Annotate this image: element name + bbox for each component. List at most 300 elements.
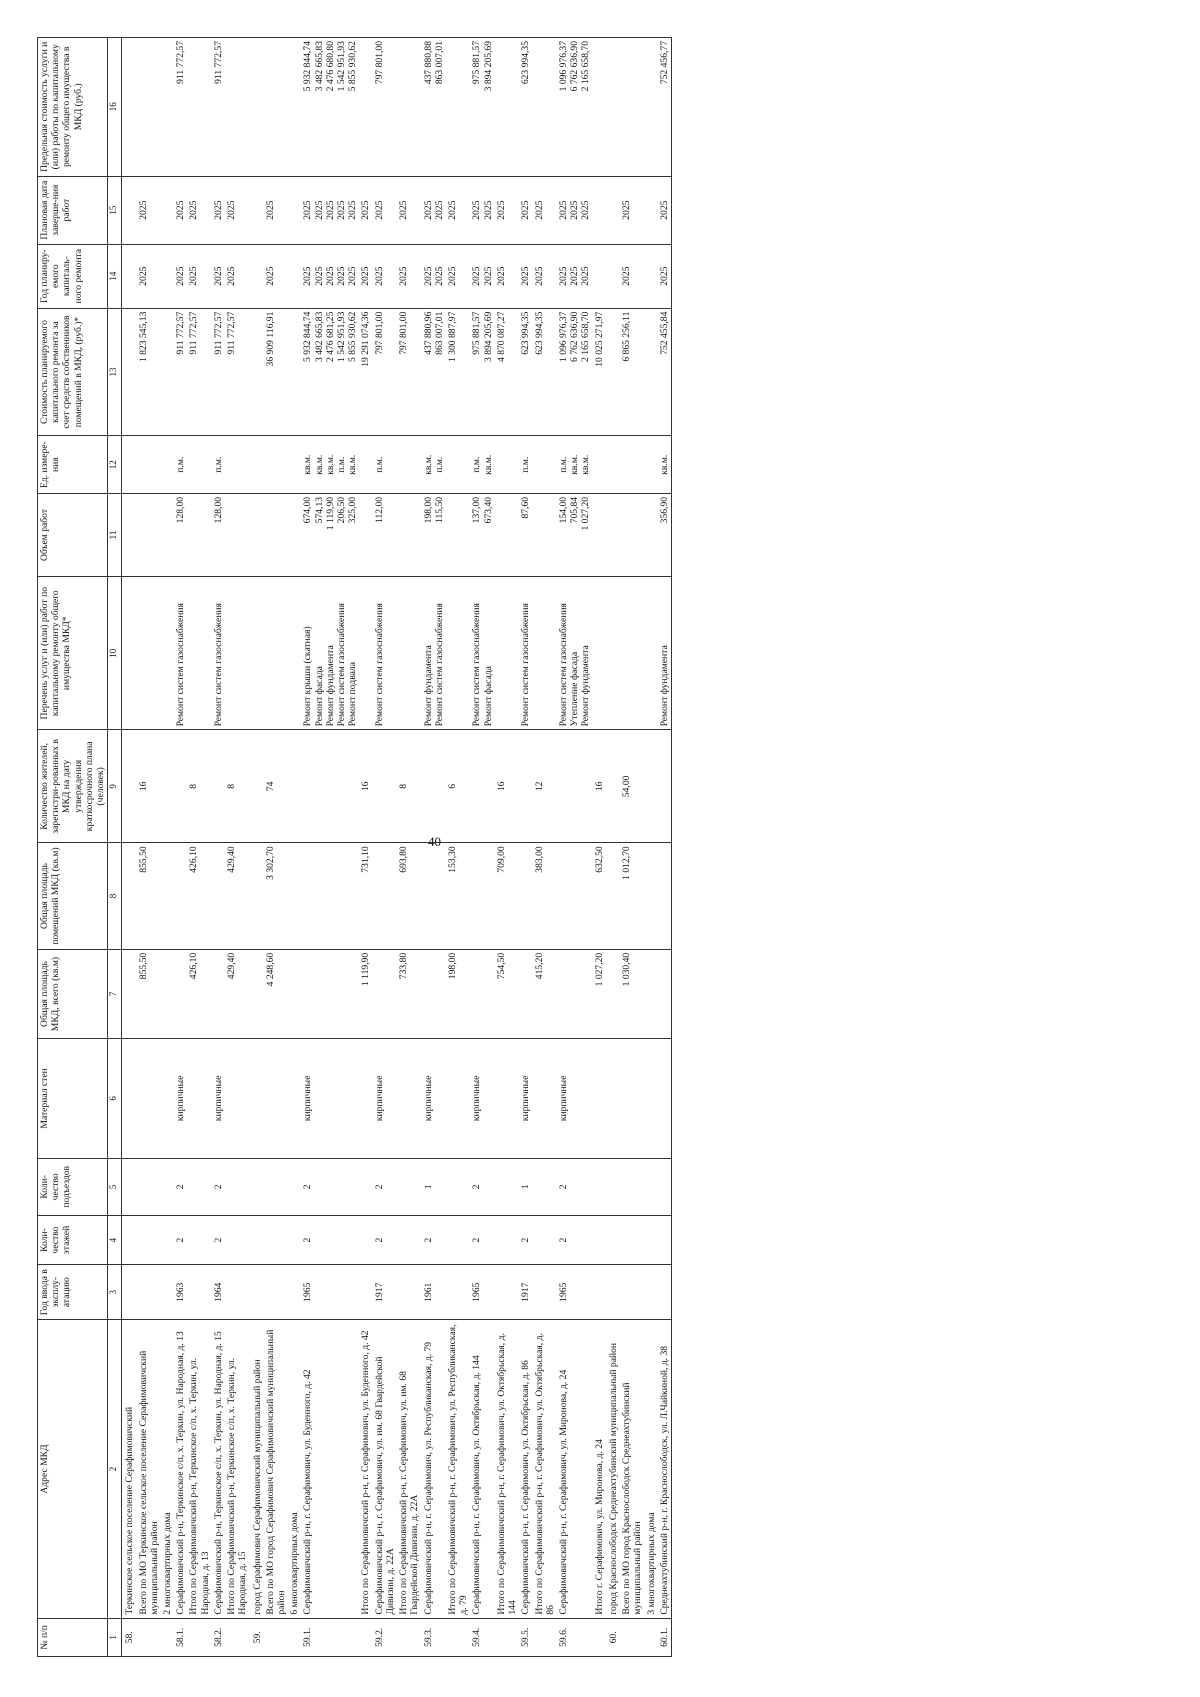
work-volume [212,493,225,576]
volume-value: 154,00 [557,496,569,524]
volume-value: 137,00 [471,496,483,524]
repair-year: 2025 [397,244,421,308]
row-number [225,1618,249,1656]
work-volume [250,493,264,576]
entrance-count: 2 [301,1158,359,1216]
cost [557,308,593,436]
entrance-count [593,1158,606,1216]
repair-year: 2025 [187,244,211,308]
limit-cost [212,38,225,177]
works-list [122,577,137,730]
total-area [288,949,301,1038]
floor-count [606,1216,620,1265]
row-number: 59.3. [422,1618,446,1656]
rooms-area [212,843,225,950]
column-number-row [108,38,122,1657]
unit-value: п.м. [471,456,483,473]
unit [359,436,372,494]
works-list [225,577,249,730]
column-number-2: 2 [108,1320,122,1618]
table-row [606,38,620,1657]
limit-cost [161,38,174,177]
cost: 4 870 087,27 [495,308,519,436]
works-list [161,577,174,730]
floor-count [250,1216,264,1265]
column-header-6: Материал стен [38,1039,108,1158]
end-value: 2025 [520,200,532,220]
limit-cost [250,38,264,177]
column-header-3: Год ввода в эксплу-атацию [38,1265,108,1320]
cost-value: 2 476 681,25 [324,311,336,362]
total-area [658,949,672,1038]
entrance-count [533,1158,557,1216]
year-built: 1917 [373,1265,397,1320]
total-area: 4 248,60 [264,949,288,1038]
rooms-area: 855,50 [137,843,161,950]
planned-end-date: 2025 [620,176,644,244]
work-volume [373,493,397,576]
wall-material: кирпичные [470,1039,494,1158]
column-number-15: 15 [108,176,122,244]
rooms-area [122,843,137,950]
repair-year [373,244,397,308]
total-area [606,949,620,1038]
entrance-count: 2 [470,1158,494,1216]
volume-value: 674,00 [302,496,314,524]
column-number-13: 13 [108,308,122,436]
year-built: 1965 [470,1265,494,1320]
residents: 8 [187,730,211,843]
year-built [250,1265,264,1320]
table-row [658,38,672,1657]
cost: 623 994,35 [533,308,557,436]
entrance-count [658,1158,672,1216]
year-value: 2025 [557,266,569,286]
rooms-area [250,843,264,950]
limit-cost [645,38,658,177]
work-volume [359,493,372,576]
total-area: 1 027,20 [593,949,606,1038]
planned-end-date [557,176,593,244]
end-value: 2025 [471,200,483,220]
work-item: Ремонт подвала [347,662,359,727]
year-value: 2025 [212,266,224,286]
works-list [250,577,264,730]
works-list [519,577,532,730]
residents [301,730,359,843]
column-number-9: 9 [108,730,122,843]
row-number [359,1618,372,1656]
limit-cost [288,38,301,177]
cost [301,308,359,436]
volume-value: 87,60 [520,496,532,519]
entrance-count [397,1158,421,1216]
row-address: Серафимовичский р-н, г. Серафимович, ул. им. 68 Гвардейской Дивизии, д. 22А [373,1320,397,1618]
limit-value: 752 456,77 [658,41,670,85]
table-row [301,38,359,1657]
table-row [422,38,446,1657]
total-area [301,949,359,1038]
wall-material: кирпичные [557,1039,593,1158]
wall-material: кирпичные [422,1039,446,1158]
rooms-area: 693,80 [397,843,421,950]
row-number: 60.1. [658,1618,672,1656]
planned-end-date [161,176,174,244]
total-area: 754,50 [495,949,519,1038]
row-address: Итого по Серафимовичский р-н, г. Серафимович, ул. Октябрьская, д. 144 [495,1320,519,1618]
column-header-5: Коли-чество подъездов [38,1158,108,1216]
cost: 19 291 074,36 [359,308,372,436]
cost [161,308,174,436]
row-number: 59. [250,1618,264,1656]
wall-material [620,1039,644,1158]
floor-count [446,1216,470,1265]
rooms-area [174,843,187,950]
end-value: 2025 [212,200,224,220]
column-header-11: Объем работ [38,493,108,576]
floor-count [593,1216,606,1265]
work-item: Ремонт систем газоснабжения [373,603,385,727]
unit-value: п.м. [520,456,532,473]
entrance-count [288,1158,301,1216]
cost [288,308,301,436]
unit-value: п.м. [175,456,187,473]
works-list [446,577,470,730]
planned-end-date: 2025 [397,176,421,244]
floor-count: 2 [174,1216,187,1265]
table-row [495,38,519,1657]
unit [519,436,532,494]
residents: 12 [533,730,557,843]
repair-year [174,244,187,308]
year-built: 1965 [301,1265,359,1320]
entrance-count [446,1158,470,1216]
works-list [620,577,644,730]
limit-cost [397,38,421,177]
work-volume [301,493,359,576]
wall-material [359,1039,372,1158]
rooms-area [373,843,397,950]
total-area [645,949,658,1038]
repair-year [658,244,672,308]
work-volume [533,493,557,576]
row-address: город Краснослободск Среднеахтубинский муниципальный район [606,1320,620,1618]
planned-end-date [606,176,620,244]
limit-value: 6 762 636,90 [569,41,581,92]
volume-value: 128,00 [212,496,224,524]
unit [137,436,161,494]
unit [620,436,644,494]
unit [593,436,606,494]
work-volume [606,493,620,576]
wall-material [137,1039,161,1158]
year-built: 1917 [519,1265,532,1320]
cost: 1 300 887,97 [446,308,470,436]
works-list [187,577,211,730]
row-address: город Серафимович Серафимовичский муниципальный район [250,1320,264,1618]
repair-year [557,244,593,308]
row-address: Всего по МО Теркинское сельское поселение Серафимовичский муниципальный район [137,1320,161,1618]
row-number: 60. [606,1618,620,1656]
planned-end-date: 2025 [446,176,470,244]
repair-year [422,244,446,308]
residents [212,730,225,843]
planned-end-date [122,176,137,244]
year-value: 2025 [175,266,187,286]
row-address: Серафимовичский р-н, г. Серафимович, ул. Октябрьская, д. 86 [519,1320,532,1618]
table-row [288,38,301,1657]
column-number-3: 3 [108,1265,122,1320]
row-number: 59.5. [519,1618,532,1656]
entrance-count: 2 [212,1158,225,1216]
year-built [593,1265,606,1320]
rooms-area [470,843,494,950]
work-volume [620,493,644,576]
floor-count [620,1216,644,1265]
volume-value: 705,84 [569,496,581,524]
residents [557,730,593,843]
entrance-count [187,1158,211,1216]
limit-cost [557,38,593,177]
cost [373,308,397,436]
volume-value: 574,13 [313,496,325,524]
wall-material [495,1039,519,1158]
row-address: 3 многоквартирных дома [645,1320,658,1618]
planned-end-date [373,176,397,244]
cost [470,308,494,436]
column-header-16: Предельная стоимость услуги и (или) работы по капитальному ремонту общего имущества в МКД (руб.) [38,38,108,177]
table-row [225,38,249,1657]
rooms-area: 731,10 [359,843,372,950]
limit-cost [519,38,532,177]
unit-value: кв.м. [569,454,581,475]
row-number: 59.6. [557,1618,593,1656]
cost-value: 3 894 205,69 [482,311,494,362]
row-address: Серафимовичский р-н, г. Серафимович, ул. Республиканская, д. 79 [422,1320,446,1618]
floor-count [397,1216,421,1265]
unit [606,436,620,494]
floor-count [225,1216,249,1265]
wall-material [187,1039,211,1158]
repair-year [212,244,225,308]
year-built [645,1265,658,1320]
rooms-area: 426,10 [187,843,211,950]
total-area [519,949,532,1038]
floor-count [533,1216,557,1265]
entrance-count [137,1158,161,1216]
repair-year [161,244,174,308]
work-volume [161,493,174,576]
planned-end-date: 2025 [533,176,557,244]
floor-count: 2 [557,1216,593,1265]
table-row [557,38,593,1657]
cost [122,308,137,436]
year-value: 2025 [658,266,670,286]
volume-value: 112,00 [373,496,385,523]
year-value: 2025 [302,266,314,286]
volume-value: 325,00 [347,496,359,524]
year-built [288,1265,301,1320]
residents: 54,00 [620,730,644,843]
entrance-count [359,1158,372,1216]
cost-value: 2 165 658,70 [580,311,592,362]
work-volume [645,493,658,576]
total-area [174,949,187,1038]
works-list [359,577,372,730]
limit-cost [301,38,359,177]
table-row [122,38,137,1657]
floor-count: 2 [301,1216,359,1265]
repair-year: 2025 [620,244,644,308]
work-volume [397,493,421,576]
works-list [645,577,658,730]
work-volume [264,493,288,576]
work-item: Ремонт фасада [482,666,494,727]
works-list [422,577,446,730]
works-list [174,577,187,730]
work-item: Ремонт систем газоснабжения [557,603,569,727]
work-item: Ремонт крыши (скатная) [302,626,314,727]
limit-value: 975 881,57 [471,41,483,85]
works-list [470,577,494,730]
limit-value: 863 007,01 [433,41,445,85]
table-row [519,38,532,1657]
residents [606,730,620,843]
floor-count [645,1216,658,1265]
wall-material [658,1039,672,1158]
entrance-count [606,1158,620,1216]
cost-value: 911 772,57 [212,311,224,355]
cost [250,308,264,436]
end-value: 2025 [433,200,445,220]
unit [301,436,359,494]
volume-value: 115,50 [433,496,445,523]
floor-count: 2 [470,1216,494,1265]
year-built [264,1265,288,1320]
planned-end-date: 2025 [495,176,519,244]
year-built: 1965 [557,1265,593,1320]
row-number [495,1618,519,1656]
total-area: 429,40 [225,949,249,1038]
work-volume [495,493,519,576]
volume-value: 1 027,20 [580,496,592,531]
unit [658,436,672,494]
end-value: 2025 [557,200,569,220]
cost [606,308,620,436]
planned-end-date: 2025 [359,176,372,244]
year-built [658,1265,672,1320]
limit-value: 5 932 844,74 [302,41,314,92]
limit-value: 1 096 976,37 [557,41,569,92]
year-built: 1963 [174,1265,187,1320]
limit-value: 5 855 930,62 [347,41,359,92]
residents [519,730,532,843]
wall-material [593,1039,606,1158]
work-volume [593,493,606,576]
repair-year [250,244,264,308]
volume-value: 206,50 [336,496,348,524]
planned-end-date [593,176,606,244]
cost-value: 1 542 951,93 [336,311,348,362]
cost-value: 3 482 665,83 [313,311,325,362]
cost-value: 6 762 636,90 [569,311,581,362]
column-number-11: 11 [108,493,122,576]
table-row [264,38,288,1657]
cost-value: 5 855 930,62 [347,311,359,362]
planned-end-date: 2025 [137,176,161,244]
floor-count [495,1216,519,1265]
works-list [495,577,519,730]
planned-end-date: 2025 [264,176,288,244]
unit-value: п.м. [433,456,445,473]
limit-cost [495,38,519,177]
repair-year: 2025 [225,244,249,308]
row-address: Итого по Серафимовичский р-н, г. Серафимович, ул. Октябрьская, д. 86 [533,1320,557,1618]
column-number-5: 5 [108,1158,122,1216]
row-number [187,1618,211,1656]
row-number [593,1618,606,1656]
planned-end-date [174,176,187,244]
limit-value: 1 542 951,93 [336,41,348,92]
limit-cost [122,38,137,177]
planned-end-date [212,176,225,244]
planned-end-date [250,176,264,244]
rooms-area [288,843,301,950]
table-row [137,38,161,1657]
column-header-15: Плановая дата заверше-ния работ [38,176,108,244]
residents: 16 [137,730,161,843]
wall-material: кирпичные [301,1039,359,1158]
cost [212,308,225,436]
year-built [606,1265,620,1320]
cost-value: 752 455,84 [658,311,670,355]
end-value: 2025 [175,200,187,220]
unit-value: кв.м. [580,454,592,475]
cost [645,308,658,436]
unit [397,436,421,494]
end-value: 2025 [373,200,385,220]
total-area [161,949,174,1038]
planned-end-date [519,176,532,244]
row-address: Всего по МО город Серафимович Серафимовичский муниципальный район [264,1320,288,1618]
row-number [137,1618,161,1656]
floor-count [288,1216,301,1265]
total-area: 1 030,40 [620,949,644,1038]
table-row [373,38,397,1657]
column-header-13: Стоимость планируемого капитального ремонта за счет средств собственников помещений в МКД, (руб.)* [38,308,108,436]
entrance-count [620,1158,644,1216]
work-item: Ремонт систем газоснабжения [175,603,187,727]
entrance-count [645,1158,658,1216]
cost: 1 823 545,13 [137,308,161,436]
column-header-9: Количество жителей, зарегистри-рованных в МКД на дату утверждения краткосрочного плана (человек) [38,730,108,843]
works-list [606,577,620,730]
work-volume [422,493,446,576]
rooms-area [422,843,446,950]
entrance-count [250,1158,264,1216]
entrance-count [161,1158,174,1216]
work-item: Утепление фасада [569,651,581,727]
works-list [658,577,672,730]
year-value: 2025 [324,266,336,286]
repair-year: 2025 [446,244,470,308]
limit-cost [470,38,494,177]
volume-value: 673,40 [482,496,494,524]
unit-value: кв.м. [324,454,336,475]
wall-material [161,1039,174,1158]
wall-material [225,1039,249,1158]
volume-value: 128,00 [175,496,187,524]
